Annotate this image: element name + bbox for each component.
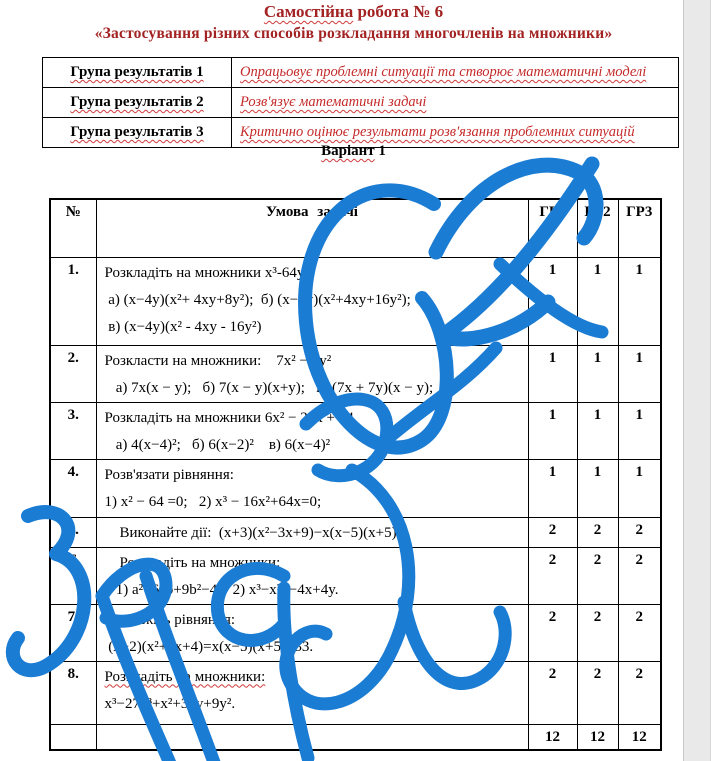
mark-gr2: 1 xyxy=(577,402,618,459)
task-row xyxy=(50,402,661,459)
variant-number: 1 xyxy=(374,143,386,159)
task-text xyxy=(96,547,528,604)
task-number: 6 xyxy=(50,547,96,604)
task-row xyxy=(50,257,661,345)
task-row xyxy=(50,547,661,604)
group-description: Розв'язує математичні задачі xyxy=(240,94,427,110)
task-number: 2. xyxy=(50,345,96,402)
mark-gr2: 2 xyxy=(577,547,618,604)
page-title-rest: робота № 6 xyxy=(353,2,444,21)
mark-gr2: 12 xyxy=(577,724,618,750)
mark-gr3: 2 xyxy=(618,517,661,547)
mark-gr3: 2 xyxy=(618,661,661,724)
col-header-number: № xyxy=(50,199,96,257)
task-line: 1) x² − 64 =0; 2) x³ − 16x²+64x=0; xyxy=(104,493,322,510)
task-text xyxy=(96,257,528,345)
mark-gr1: 2 xyxy=(528,547,577,604)
mark-gr2: 2 xyxy=(577,604,618,661)
mark-gr2: 1 xyxy=(577,257,618,345)
task-line: Виконайте дії: (x+3)(x²−3x+9)−x(x−5)(x+5). xyxy=(104,524,401,541)
task-text xyxy=(96,459,528,517)
task-line: x³−27y³+x²+3xy+9y². xyxy=(104,695,236,712)
mark-gr1: 2 xyxy=(528,517,577,547)
page-title-word: Самостійна xyxy=(263,2,354,21)
task-line: Розкладіть на множники 6x² − 24x + 24 xyxy=(104,409,354,426)
mark-gr1: 2 xyxy=(528,661,577,724)
col-header-task: Умова задачі xyxy=(96,199,528,257)
tasks-header-row xyxy=(50,199,661,257)
task-row xyxy=(50,517,661,547)
group-description: Опрацьовує проблемні ситуації та створює математичні моделі xyxy=(240,64,647,80)
mark-gr1: 1 xyxy=(528,345,577,402)
mark-gr1: 1 xyxy=(528,402,577,459)
task-line: а) (x−4y)(x²+ 4xy+8y²); б) (x−4y)(x²+4xy+16y²); xyxy=(104,291,411,308)
task-line: а) 4(x−4)²; б) 6(x−2)² в) 6(x−4)² xyxy=(104,436,331,453)
task-line: в) (x−4y)(x² - 4xy - 16y²) xyxy=(104,318,262,335)
mark-gr3: 2 xyxy=(618,547,661,604)
mark-gr3: 1 xyxy=(618,402,661,459)
task-text xyxy=(96,604,528,661)
task-number: 5. xyxy=(50,517,96,547)
task-line: (x−2)(x²+2x+4)=x(x−5)(x+5)−33. xyxy=(104,638,314,655)
mark-gr2: 1 xyxy=(577,459,618,517)
task-number: 7. xyxy=(50,604,96,661)
task-number: 3. xyxy=(50,402,96,459)
results-groups-table xyxy=(42,57,679,148)
col-header-gr3: ГР3 xyxy=(618,199,661,257)
variant-heading xyxy=(42,143,665,160)
task-line: Розкладіть на множники x³-64y³ xyxy=(104,264,309,281)
group-row xyxy=(43,88,679,118)
task-number: 4. xyxy=(50,459,96,517)
mark-gr2: 2 xyxy=(577,661,618,724)
task-row xyxy=(50,604,661,661)
mark-gr3: 12 xyxy=(618,724,661,750)
task-line: Розкладіть на множники: xyxy=(104,668,266,685)
task-line: Розкласти на множники: 7x² − 7y² xyxy=(104,352,332,369)
group-label: Група результатів 3 xyxy=(70,124,204,140)
mark-gr3: 2 xyxy=(618,604,661,661)
task-line: Розв'яжіть рівняння: xyxy=(104,611,236,628)
tasks-table xyxy=(49,198,662,751)
task-row xyxy=(50,459,661,517)
group-description: Критично оцінює результати розв'язання проблемних ситуацій xyxy=(240,124,635,140)
task-text xyxy=(96,724,528,750)
task-text xyxy=(96,661,528,724)
group-label: Група результатів 1 xyxy=(70,64,204,80)
task-line: а) 7x(x − y); б) 7(x − y)(x+y); в) (7x + 7y)(x − y); xyxy=(104,379,434,396)
group-label: Група результатів 2 xyxy=(70,94,204,110)
mark-gr3: 1 xyxy=(618,459,661,517)
page-subtitle: «Застосування різних способів розкладання многочленів на множники» xyxy=(94,25,613,42)
task-number: 8. xyxy=(50,661,96,724)
right-gutter xyxy=(683,0,711,761)
task-row xyxy=(50,661,661,724)
task-line: Розкладіть на множники: xyxy=(104,554,281,571)
task-line: Розв'язати рівняння: xyxy=(104,466,234,483)
task-text xyxy=(96,517,528,547)
mark-gr1: 2 xyxy=(528,604,577,661)
group-row xyxy=(43,58,679,88)
task-text xyxy=(96,345,528,402)
mark-gr3: 1 xyxy=(618,257,661,345)
mark-gr2: 1 xyxy=(577,345,618,402)
col-header-gr2: ГР2 xyxy=(577,199,618,257)
col-header-gr1: ГР1 xyxy=(528,199,577,257)
mark-gr1: 12 xyxy=(528,724,577,750)
task-number: 1. xyxy=(50,257,96,345)
mark-gr1: 1 xyxy=(528,459,577,517)
mark-gr1: 1 xyxy=(528,257,577,345)
page-title xyxy=(42,2,665,22)
task-line: 1) a²+6ab+9b²−4; 2) x³−x²y−4x+4y. xyxy=(104,581,339,598)
mark-gr3: 1 xyxy=(618,345,661,402)
totals-row xyxy=(50,724,661,750)
task-row xyxy=(50,345,661,402)
task-number xyxy=(50,724,96,750)
task-text xyxy=(96,402,528,459)
mark-gr2: 2 xyxy=(577,517,618,547)
variant-word: Варіант xyxy=(321,143,375,159)
